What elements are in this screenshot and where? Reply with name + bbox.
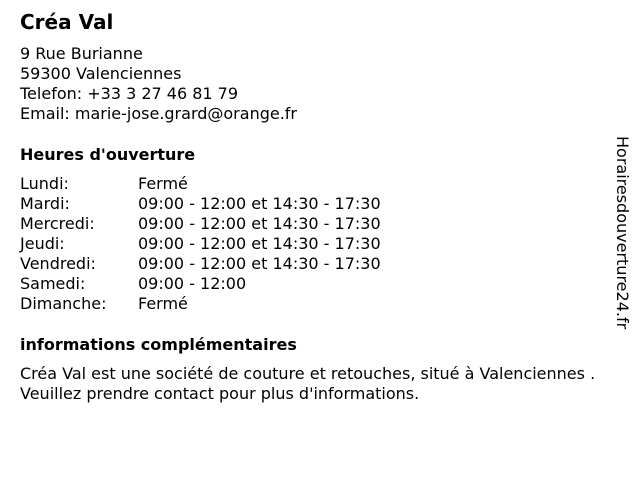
day-label: Samedi: bbox=[20, 274, 86, 293]
day-label: Dimanche: bbox=[20, 294, 107, 313]
business-name: Créa Val bbox=[20, 10, 114, 34]
day-label: Lundi: bbox=[20, 174, 69, 193]
day-hours: 09:00 - 12:00 et 14:30 - 17:30 bbox=[138, 194, 381, 213]
address-city: 59300 Valenciennes bbox=[20, 64, 182, 83]
address-street: 9 Rue Burianne bbox=[20, 44, 143, 63]
day-label: Mercredi: bbox=[20, 214, 95, 233]
day-label: Mardi: bbox=[20, 194, 70, 213]
opening-hours-heading: Heures d'ouverture bbox=[20, 145, 196, 164]
day-hours: 09:00 - 12:00 et 14:30 - 17:30 bbox=[138, 254, 381, 273]
day-hours: Fermé bbox=[138, 294, 188, 313]
day-hours: 09:00 - 12:00 bbox=[138, 274, 247, 293]
phone-number: Telefon: +33 3 27 46 81 79 bbox=[20, 84, 239, 103]
site-watermark: Horairesdouverture24.fr bbox=[613, 136, 632, 330]
day-label: Vendredi: bbox=[20, 254, 96, 273]
day-label: Jeudi: bbox=[20, 234, 65, 253]
business-description: Créa Val est une société de couture et retouches, situé à Valenciennes . Veuillez prendre contact pour plus d'informations. bbox=[20, 364, 596, 403]
contact-block bbox=[20, 44, 297, 124]
day-hours: 09:00 - 12:00 et 14:30 - 17:30 bbox=[138, 234, 381, 253]
day-hours: 09:00 - 12:00 et 14:30 - 17:30 bbox=[138, 214, 381, 233]
day-hours: Fermé bbox=[138, 174, 188, 193]
additional-info-heading: informations complémentaires bbox=[20, 335, 297, 354]
email-address: Email: marie-jose.grard@orange.fr bbox=[20, 104, 297, 123]
